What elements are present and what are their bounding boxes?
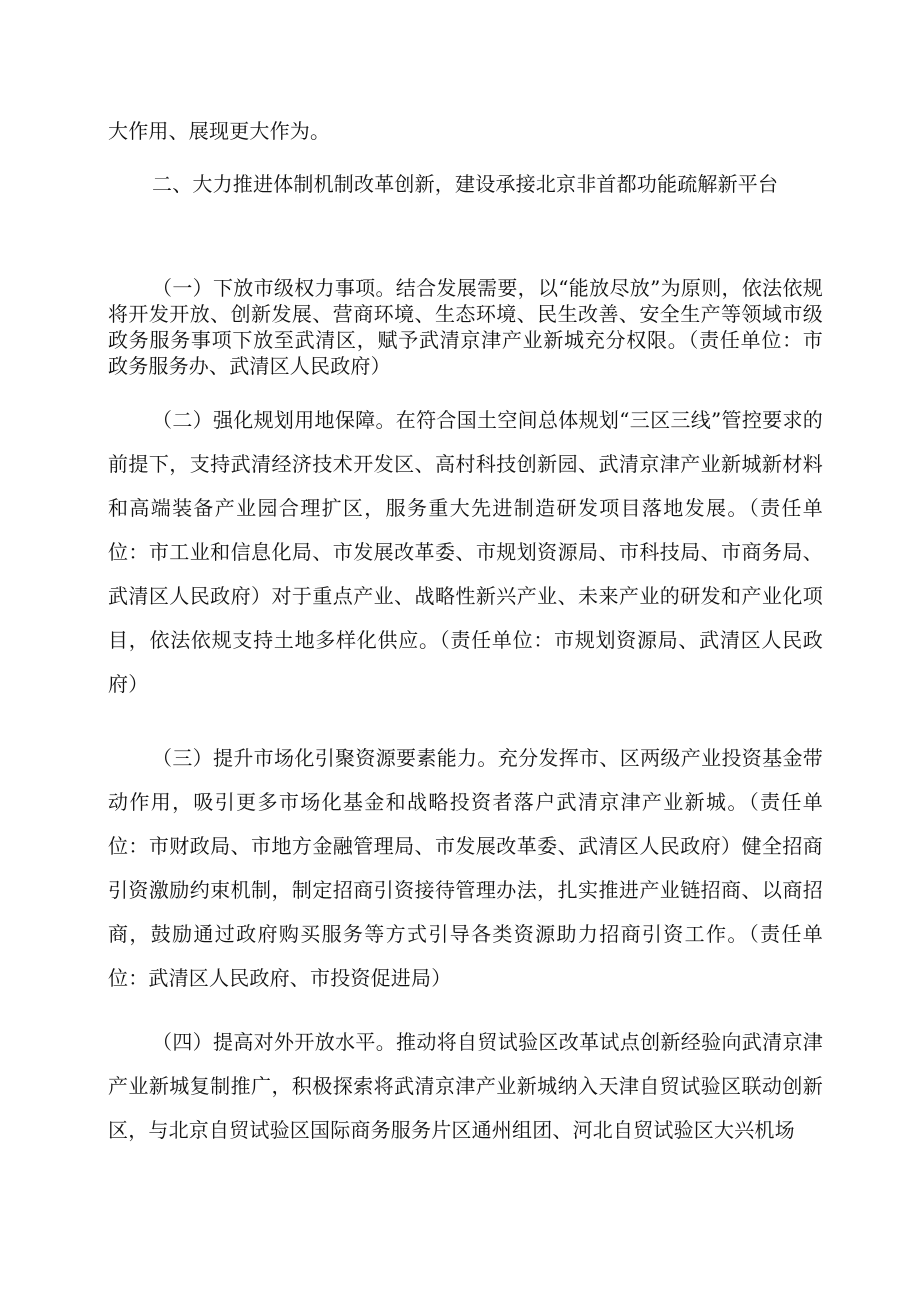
paragraph-continuation: 大作用、展现更大作为。 bbox=[108, 119, 331, 143]
paragraph-item-1: （一）下放市级权力事项。结合发展需要，以“能放尽放”为原则，依法依规将开发开放、创新发展、营商环境、生态环境、民生改善、安全生产等领域市级政务服务事项下放至武清区，赋予武清京津产业新城充分权限。（责任单位：市政务服务办、武清区人民政府） bbox=[108, 276, 823, 378]
paragraph-item-3: （三）提升市场化引聚资源要素能力。充分发挥市、区两级产业投资基金带动作用，吸引更多市场化基金和战略投资者落户武清京津产业新城。（责任单位：市财政局、市地方金融管理局、市发展改革委、武清区人民政府）健全招商引资激励约束机制，制定招商引资接待管理办法，扎实推进产业链招商、以商招商，鼓励通过政府购买服务等方式引导各类资源助力招商引资工作。（责任单位：武清区人民政府、市投资促进局） bbox=[108, 746, 823, 990]
paragraph-item-4: （四）提高对外开放水平。推动将自贸试验区改革试点创新经验向武清京津产业新城复制推广，积极探索将武清京津产业新城纳入天津自贸试验区联动创新区，与北京自贸试验区国际商务服务片区通州组团、河北自贸试验区大兴机场 bbox=[108, 1030, 823, 1142]
paragraph-item-2: （二）强化规划用地保障。在符合国土空间总体规划“三区三线”管控要求的前提下，支持武清经济技术开发区、高村科技创新园、武清京津产业新城新材料和高端装备产业园合理扩区，服务重大先进制造研发项目落地发展。（责任单位：市工业和信息化局、市发展改革委、市规划资源局、市科技局、市商务局、武清区人民政府）对于重点产业、战略性新兴产业、未来产业的研发和产业化项目，依法依规支持土地多样化供应。（责任单位：市规划资源局、武清区人民政府） bbox=[108, 408, 823, 696]
section-heading: 二、大力推进体制机制改革创新，建设承接北京非首都功能疏解新平台 bbox=[152, 172, 779, 196]
